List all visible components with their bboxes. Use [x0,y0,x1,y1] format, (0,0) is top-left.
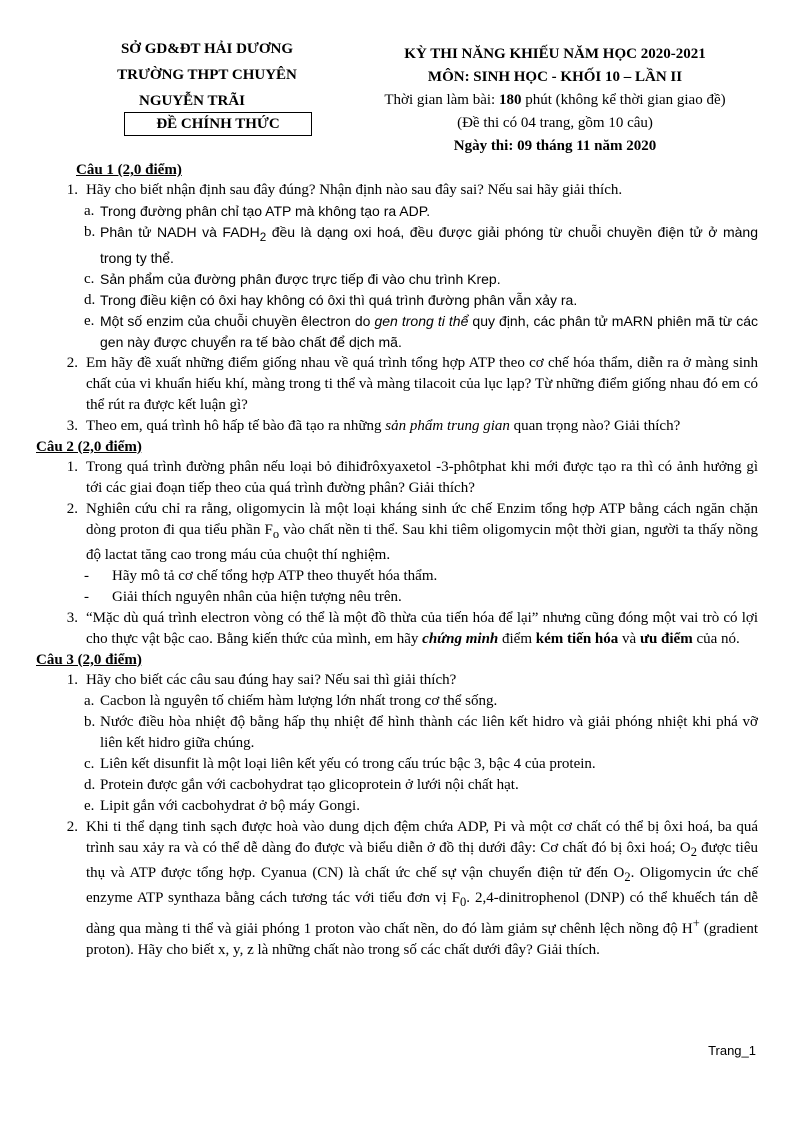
sub-label: d. [84,291,96,308]
school-header [82,36,332,114]
exam-subject: MÔN: SINH HỌC - KHỐI 10 – LẦN II [427,69,683,85]
item-text: Hãy cho biết các câu sau đúng hay sai? Nếu sai thì giải thích? [86,671,457,688]
dash-mark: - [84,567,89,584]
item-text [86,416,758,437]
time-value: 180 [498,92,522,108]
question-1-heading: Câu 1 (2,0 điểm) [76,162,182,178]
exam-title: KỲ THI NĂNG KHIẾU NĂM HỌC 2020-2021 [404,46,706,62]
q3-item-1 [36,670,758,691]
sub-text: Protein được gắn với cacbohydrat tạo glicoprotein ở lưới nội chất hạt. [100,776,519,793]
superscript: + [692,915,700,930]
exam-date: Ngày thi: 09 tháng 11 năm 2020 [453,138,657,154]
item-text: Em hãy đề xuất những điểm giống nhau về quá trình tổng hợp ATP theo cơ chế hóa thẩm, diễn ra ở màng sinh chất của vi khuẩn hiếu khí, màng trong ti thể và màng tilacoit của lục lạp? Từ những điểm giống nhau đó em có thể rút ra được kết luận gì? [86,354,758,413]
item-number: 3. [66,417,78,434]
q3-item-2 [36,817,758,961]
text-part: Một số enzim của chuỗi chuyền êlectron do [100,312,375,329]
sub-label: b. [84,224,96,240]
q1-sub-b [84,222,758,269]
sub-label: e. [84,797,95,814]
sub-text: Trong đường phân chỉ tạo ATP mà không tạo ra ADP. [100,203,431,219]
sub-text [100,311,758,353]
sub-text: Nước điều hòa nhiệt độ bằng hấp thụ nhiệt để hình thành các liên kết hidro và giải phóng nhiệt khi phá vỡ liên kết hidro giữa chúng. [100,713,758,751]
time-suffix: phút (không kể thời gian giao đề) [521,92,726,108]
subscript: 2 [259,230,267,244]
text-part: Theo em, quá trình hô hấp tế bào đã tạo ra những [86,417,386,434]
q3-sub-e [84,796,758,817]
dash-mark: - [84,588,89,605]
text-part: quan trọng nào? Giải thích? [509,417,681,434]
subscript: o [272,526,280,541]
subscript: 0 [460,894,467,909]
bold-text: kém tiến hóa [535,630,619,647]
q2-dash-2 [84,587,758,608]
exam-content [36,160,758,961]
item-text [86,608,758,650]
question-3-heading: Câu 3 (2,0 điểm) [36,651,142,668]
text-part: Phân tử NADH và FADH [100,224,260,240]
q3-sub-b [84,712,758,754]
sub-text: Sản phẩm của đường phân được trực tiếp đi vào chu trình Krep. [100,270,501,287]
italic-text: sản phẩm trung gian [385,417,510,434]
school-line-1: SỞ GD&ĐT HẢI DƯƠNG [120,41,294,57]
pages-note: (Đề thi có 04 trang, gồm 10 câu) [457,115,653,131]
sub-label: a. [84,692,95,709]
sub-label: c. [84,270,95,287]
text-part: Khi ti thể dạng tinh sạch được hoà vào dung dịch đệm chứa ADP, Pi và một cơ chất có thể bị ôxi hoá, ba quá trình sau xảy ra và có thể dễ dàng đo được và biểu diễn ở đồ thị dưới đây: Cơ chất đó bị ôxi hoá; O [86,818,758,856]
text-part: của nó. [692,630,740,647]
sub-text: Cacbon là nguyên tố chiếm hàm lượng lớn nhất trong cơ thể sống. [100,692,498,709]
sub-text: Lipit gắn với cacbohydrat ở bộ máy Gongi. [100,797,360,814]
text-part: được tiêu thụ và ATP được tổng hợp. Cyanua (CN) là chất ức chế sự vận chuyển điện tử đến O [86,839,758,881]
sub-label: b. [84,713,96,730]
item-number: 2. [66,354,78,371]
sub-label: e. [84,312,95,329]
q1-sub-e [84,311,758,353]
school-line-2: TRƯỜNG THPT CHUYÊN [117,67,297,83]
school-line-3: NGUYỄN TRÃI [139,93,245,109]
text-part: điểm [498,630,536,647]
q2-item-1 [36,457,758,499]
item-text [86,499,758,566]
question-2-heading: Câu 2 (2,0 điểm) [36,438,142,455]
q1-item-1 [36,180,758,201]
q1-sub-c [84,269,758,290]
item-number: 2. [66,500,78,517]
time-prefix: Thời gian làm bài: [384,92,499,108]
q1-item-3 [36,416,758,437]
q1-sub-d [84,290,758,311]
item-number: 1. [66,458,78,475]
item-text: Hãy cho biết nhận định sau đây đúng? Nhận định nào sau đây sai? Nếu sai hãy giải thích. [86,182,623,198]
q3-sub-a [84,691,758,712]
text-part: . 2,4-dinitrophenol (DNP) có thể khuếch tán dễ dàng qua màng ti thể và giải phóng 1 proton vào chất nền, do đó làm giảm sự chênh lệch nồng độ H [86,889,758,937]
item-number: 1. [66,182,78,198]
q2-item-3 [36,608,758,650]
text-part: và [618,630,640,647]
item-number: 3. [66,609,78,626]
text-part: vào chất nền ti thể. Sau khi tiêm oligomycin một thời gian, người ta thấy nồng độ lactat tăng cao trong máu của chuột thí nghiệm. [86,521,759,563]
text-part: (gradient proton). Hãy cho biết x, y, z là những chất nào trong số các chất dưới đây? Giải thích. [86,920,759,958]
bold-italic-text: chứng minh [422,630,499,647]
text-part: . Oligomycin ức chế enzyme ATP synthaza bằng cách tương tác với tiểu đơn vị F [86,864,758,906]
sub-label: a. [84,203,95,219]
text-part: “Mặc dù quá trình electron vòng có thể là một đồ thừa của tiến hóa để lại” nhưng cũng đóng một vai trò có lợi cho thực vật bậc cao. Bằng kiến thức của mình, em hãy [86,609,758,647]
dash-text: Giải thích nguyên nhân của hiện tượng nêu trên. [112,588,402,605]
item-text [86,817,758,961]
sub-text: Liên kết disunfit là một loại liên kết yếu có trong cấu trúc bậc 3, bậc 4 của protein. [100,755,596,772]
q3-sub-d [84,775,758,796]
subscript: 2 [690,844,697,859]
official-label: ĐỀ CHÍNH THỨC [124,112,312,136]
item-number: 2. [66,818,78,835]
sub-text: Trong điều kiện có ôxi hay không có ôxi thì quá trình đường phân vẫn xảy ra. [100,291,578,308]
bold-text: ưu điểm [639,630,693,647]
exam-time [340,89,770,112]
q1-item-2 [36,353,758,416]
item-number: 1. [66,671,78,688]
text-part: đều là dạng oxi hoá, đều được giải phóng từ chuỗi chuyền điện tử ở màng trong ty thể. [100,224,758,266]
exam-header [340,43,770,158]
subscript: 2 [624,869,631,884]
sub-label: d. [84,776,96,793]
italic-text: gen trong ti thể [374,312,469,329]
q3-sub-c [84,754,758,775]
text-part: quy định, các phân tử mARN phiên mã từ các gen này được chuyển ra tế bào chất để dịch mã. [100,312,758,350]
sub-text [100,222,758,269]
text-part: Nghiên cứu chỉ ra rằng, oligomycin là một loại kháng sinh ức chế Enzim tổng hợp ATP bằng cách ngăn chặn dòng proton đi qua tiểu phần F [86,500,758,538]
q2-item-2 [36,499,758,566]
page-number: Trang_1 [708,1043,756,1058]
dash-text: Hãy mô tả cơ chế tổng hợp ATP theo thuyết hóa thẩm. [112,567,438,584]
q2-dash-1 [84,566,758,587]
q1-sub-a [84,201,758,222]
item-text: Trong quá trình đường phân nếu loại bỏ đihiđrôxyaxetol -3-phôtphat khi mới được tạo ra thì có ảnh hưởng gì tới các giai đoạn tiếp theo của quá trình đường phân? Giải thích? [86,458,758,496]
sub-label: c. [84,755,95,772]
